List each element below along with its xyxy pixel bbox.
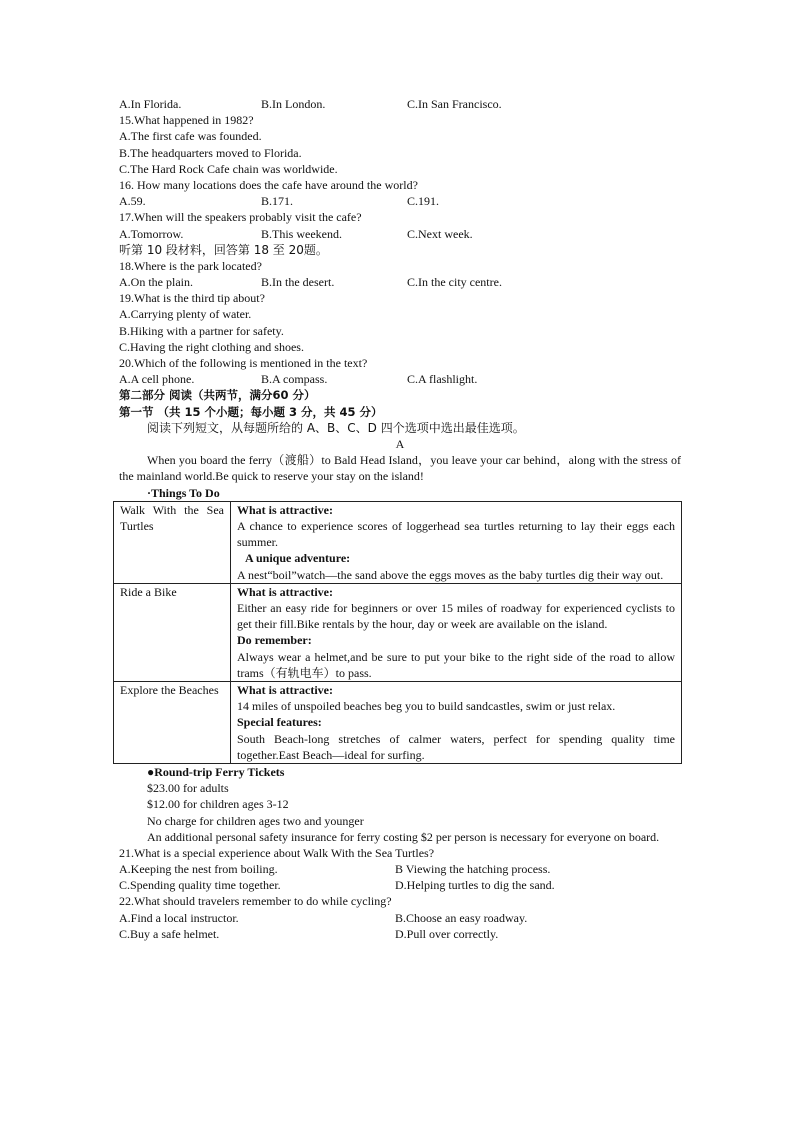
ticket-price-line: No charge for children ages two and younger bbox=[147, 813, 364, 828]
q19-option-c: C.Having the right clothing and shoes. bbox=[119, 339, 304, 354]
q17-options bbox=[119, 226, 681, 242]
q22-option-a: A.Find a local instructor. bbox=[119, 910, 239, 925]
q14-options bbox=[119, 96, 681, 112]
row-details bbox=[231, 583, 682, 681]
q19-question: 19.What is the third tip about? bbox=[119, 291, 265, 306]
q17-option-c: C.Next week. bbox=[407, 226, 473, 241]
q21-option-d: D.Helping turtles to dig the sand. bbox=[395, 878, 555, 893]
feature-text: South Beach-long stretches of calmer waters, perfect for spending quality time together.East Beach—ideal for surfing. bbox=[237, 731, 675, 762]
q20-options bbox=[119, 371, 681, 387]
feature-text: A nest“boil”watch—the sand above the eggs moves as the baby turtles dig their way out. bbox=[237, 567, 664, 582]
row-category: Explore the Beaches bbox=[114, 681, 231, 763]
q17-option-b: B.This weekend. bbox=[261, 226, 342, 241]
q21-question: 21.What is a special experience about Walk With the Sea Turtles? bbox=[119, 845, 435, 860]
feature-text: 14 miles of unspoiled beaches beg you to build sandcastles, swim or just relax. bbox=[237, 699, 616, 714]
ticket-price-line: $12.00 for children ages 3-12 bbox=[147, 797, 289, 812]
table-row bbox=[114, 583, 682, 681]
feature-label: What is attractive: bbox=[237, 682, 333, 697]
q18-option-a: A.On the plain. bbox=[119, 275, 193, 290]
feature-text: Either an easy ride for beginners or over 15 miles of roadway for experienced cyclists to get their fill.Bike rentals by the hour, day or week are available on the island. bbox=[237, 600, 675, 632]
q18-question: 18.Where is the park located? bbox=[119, 258, 262, 273]
table-row bbox=[114, 501, 682, 583]
q22-question: 22.What should travelers remember to do while cycling? bbox=[119, 894, 392, 909]
q15-question: 15.What happened in 1982? bbox=[119, 113, 254, 128]
row-category: Walk With the Sea Turtles bbox=[114, 501, 231, 583]
feature-label: Do remember: bbox=[237, 633, 312, 648]
section1-heading: 第一节 （共 15 个小题；每小题 3 分，共 45 分） bbox=[119, 404, 383, 419]
feature-text: A chance to experience scores of loggerhead sea turtles returning to lay their eggs each summer. bbox=[237, 518, 675, 550]
q20-option-c: C.A flashlight. bbox=[407, 372, 478, 387]
q16-options bbox=[119, 193, 681, 209]
q20-question: 20.Which of the following is mentioned in the text? bbox=[119, 356, 368, 370]
q19-option-b: B.Hiking with a partner for safety. bbox=[119, 323, 284, 338]
feature-label: What is attractive: bbox=[237, 502, 333, 517]
q19-option-a: A.Carrying plenty of water. bbox=[119, 307, 252, 322]
q22-option-b: B.Choose an easy roadway. bbox=[395, 910, 528, 925]
q22-option-d: D.Pull over correctly. bbox=[395, 926, 499, 941]
insurance-note: An additional personal safety insurance for ferry costing $2 per person is necessary for everyone on board. bbox=[147, 829, 660, 844]
q16-option-c: C.191. bbox=[407, 194, 440, 209]
q15-option-c: C.The Hard Rock Cafe chain was worldwide. bbox=[119, 161, 338, 176]
feature-label: What is attractive: bbox=[237, 584, 333, 599]
q22-options-row2 bbox=[119, 926, 681, 942]
things-to-do-heading: ·Things To Do bbox=[147, 485, 220, 500]
q16-option-b: B.171. bbox=[261, 194, 294, 209]
part2-heading: 第二部分 阅读（共两节，满分60 分） bbox=[119, 388, 316, 403]
q15-option-a: A.The first cafe was founded. bbox=[119, 129, 262, 144]
q17-question: 17.When will the speakers probably visit the cafe? bbox=[119, 210, 362, 225]
q21-options-row1 bbox=[119, 861, 681, 877]
q22-option-c: C.Buy a safe helmet. bbox=[119, 926, 220, 941]
q16-question: 16. How many locations does the cafe have around the world? bbox=[119, 177, 418, 192]
q21-options-row2 bbox=[119, 877, 681, 893]
table-row bbox=[114, 681, 682, 763]
ticket-price-line: $23.00 for adults bbox=[147, 781, 229, 796]
row-category: Ride a Bike bbox=[114, 583, 231, 681]
q21-option-c: C.Spending quality time together. bbox=[119, 878, 281, 893]
exam-page bbox=[119, 96, 681, 942]
q18-option-c: C.In the city centre. bbox=[407, 275, 502, 290]
q15-option-b: B.The headquarters moved to Florida. bbox=[119, 145, 302, 160]
q21-option-a: A.Keeping the nest from boiling. bbox=[119, 862, 278, 877]
q14-option-a: A.In Florida. bbox=[119, 97, 182, 111]
reading-instruction: 阅读下列短文，从每题所给的 A、B、C、D 四个选项中选出最佳选项。 bbox=[147, 420, 525, 435]
row-details bbox=[231, 681, 682, 763]
intro-text: When you board the ferry（渡船）to Bald Head Island，you leave your car behind，along with the stress of the mainland world.Be quick to reserve your stay on the island! bbox=[119, 453, 681, 484]
feature-text: Always wear a helmet,and be sure to put your bike to the right side of the road to allow trams（有轨电车）to pass. bbox=[237, 649, 675, 680]
section10-intro: 听第 10 段材料，回答第 18 至 20题。 bbox=[119, 242, 328, 257]
q18-option-b: B.In the desert. bbox=[261, 275, 335, 290]
things-to-do-table bbox=[113, 501, 682, 764]
q21-option-b: B Viewing the hatching process. bbox=[395, 862, 551, 877]
passage-label: A bbox=[395, 436, 405, 451]
q20-option-a: A.A cell phone. bbox=[119, 372, 195, 387]
intro-paragraph bbox=[119, 452, 681, 484]
q18-options bbox=[119, 274, 681, 290]
q14-option-b: B.In London. bbox=[261, 97, 326, 111]
feature-label: A unique adventure: bbox=[245, 551, 351, 566]
q16-option-a: A.59. bbox=[119, 194, 146, 209]
q22-options-row1 bbox=[119, 910, 681, 926]
q20-option-b: B.A compass. bbox=[261, 372, 328, 387]
q14-option-c: C.In San Francisco. bbox=[407, 97, 502, 111]
tickets-heading: ●Round-trip Ferry Tickets bbox=[147, 764, 285, 779]
feature-label: Special features: bbox=[237, 715, 322, 730]
row-details bbox=[231, 501, 682, 583]
q17-option-a: A.Tomorrow. bbox=[119, 226, 184, 241]
